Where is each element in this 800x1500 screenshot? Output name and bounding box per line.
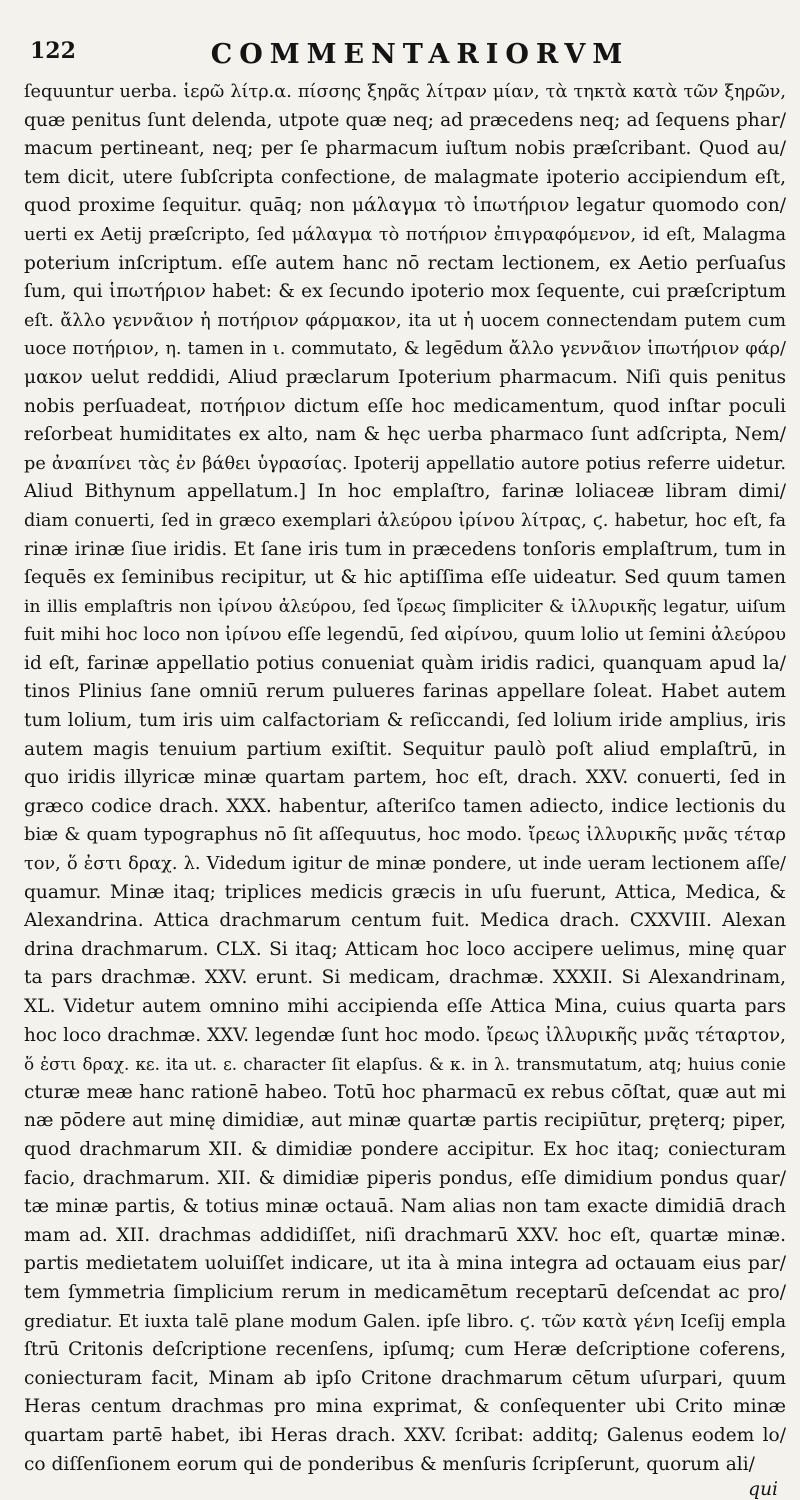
text-line: rinæ irinæ ſiue iridis. Et ſane iris tum in præcedens tonſoris emplaſtrum, tum in <box>24 538 786 560</box>
text-line: in illis emplaſtris non ἰρίνου ἀλεύρου, ſed ἴρεως ſimpliciter & ἰλλυρικῆς legatur, uiſum <box>24 596 786 617</box>
text-line: τον, ὅ ἐστι δραχ. λ. Videdum igitur de minæ pondere, ut inde ueram lectionem aſſe/ <box>24 854 786 875</box>
text-line: quartam partē habet, ibi Heras drach. XXV. ſcribat: additq; Galenus eodem lo/ <box>24 1424 786 1446</box>
text-line: tem dicit, utere ſubſcripta confectione, de malagmate ipoterio accipiendum eſt, <box>24 166 786 188</box>
text-line: tum lolium, tum iris uim calfactoriam & reſiccandi, ſed lolium iride amplius, iris <box>24 710 786 732</box>
text-line: uerti ex Aetij præſcripto, ſed μάλαγμα τὸ ποτήριον ἐπιγραφόμενον, id eſt, Malagma <box>24 224 786 245</box>
text-line: tinos Plinius ſane omniū rerum pulueres farinas appellare ſoleat. Habet autem <box>24 681 786 703</box>
text-line: quamur. Minæ itaq; triplices medicis græcis in uſu fuerunt, Attica, Medica, & <box>24 881 786 903</box>
page-number: 122 <box>30 38 76 64</box>
text-body <box>24 78 786 1479</box>
text-line: pe ἀναπίνει τὰς ἐν βάθει ὑγρασίας. Ipoterij appellatio autore potius referre uidetur. <box>24 453 786 474</box>
text-line: reſorbeat humiditates ex alto, nam & hęc uerba pharmaco ſunt adſcripta, Nem/ <box>24 424 786 446</box>
text-line: quod proxime ſequitur. quāq; non μάλαγμα τὸ ἱπωτήριον legatur quomodo con/ <box>24 195 786 217</box>
text-line: autem magis tenuium partium exiſtit. Sequitur paulò poſt aliud emplaſtrū, in <box>24 738 786 760</box>
text-line: Aliud Bithynum appellatum.] In hoc emplaſtro, farinæ loliaceæ libram dimi/ <box>24 481 786 503</box>
text-line: macum pertineant, neq; per ſe pharmacum iuſtum nobis præſcribant. Quod au/ <box>24 138 786 160</box>
text-line: tæ minæ partis, & totius minæ octauā. Nam alias non tam exacte dimidiā drach <box>24 1196 786 1218</box>
text-line: facio, drachmarum. XII. & dimidiæ piperis pondus, eſſe dimidium pondus quar/ <box>24 1167 786 1189</box>
text-line: ſequuntur uerba. ἱερῶ λίτρ.α. πίσσης ξηρᾶς λίτραν μίαν, τὰ τηκτὰ κατὰ τῶν ξηρῶν, <box>24 82 786 102</box>
text-line: cturæ meæ hanc rationē habeo. Totū hoc pharmacū ex rebus cōſtat, quæ aut mi <box>24 1081 786 1103</box>
catchword: qui <box>748 1479 778 1500</box>
text-line: poterium inſcriptum. eſſe autem hanc nō rectam lectionem, ex Aetio perſuaſus <box>24 252 786 274</box>
text-line: ta pars drachmæ. XXV. erunt. Si medicam, drachmæ. XXXII. Si Alexandrinam, <box>24 967 786 989</box>
text-line: grediatur. Et iuxta talē plane modum Galen. ipſe libro. ϛ. τῶν κατὰ γένη Iceſij empla <box>24 1311 786 1332</box>
running-head: COMMENTARIORVM <box>210 39 630 70</box>
text-line: id eſt, farinæ appellatio potius conueniat quàm iridis radici, quanquam apud la/ <box>24 652 786 674</box>
text-line: ὅ ἐστι δραχ. κε. ita ut. ε. character ſit elapſus. & κ. in λ. transmutatum, atq; huius conie <box>24 1054 786 1075</box>
text-line: partis medietatem uoluiſſet indicare, ut ita à mina integra ad octauam eius par/ <box>24 1253 786 1275</box>
text-line: XL. Videtur autem omnino mihi accipienda eſſe Attica Mina, cuius quarta pars <box>24 996 786 1017</box>
text-line: quo iridis illyricæ minæ quartam partem, hoc eſt, drach. XXV. conuerti, ſed in <box>24 767 786 789</box>
text-line: fuit mihi hoc loco non ἰρίνου eſſe legendū, ſed αἰρίνου, quum lolio ut ſemini ἀλεύρου <box>24 625 786 646</box>
text-line: næ pōdere aut minę dimidiæ, aut minæ quartæ partis recipiūtur, pręterq; piper, <box>24 1110 786 1132</box>
text-line: co diſſenſionem eorum qui de ponderibus & menſuris ſcripſerunt, quorum ali/ <box>24 1453 755 1475</box>
text-line: drina drachmarum. CLX. Si itaq; Atticam hoc loco accipere uelimus, minę quar <box>24 938 786 960</box>
text-line: eſt. ἄλλο γεννᾶιον ἡ ποτήριον φάρμακον, ita ut ἡ uocem connectendam putem cum <box>24 310 786 331</box>
text-line: græco codice drach. XXX. habentur, aſteriſco tamen adiecto, indice lectionis du <box>24 795 786 817</box>
text-line: Heras centum drachmas pro mina exprimat, & conſequenter ubi Crito minæ <box>24 1396 786 1418</box>
text-line: quod drachmarum XII. & dimidiæ pondere accipitur. Ex hoc itaq; coniecturam <box>24 1138 786 1160</box>
text-line: diam conuerti, ſed in græco exemplari ἀλεύρου ἰρίνου λίτρας, ϛ. habetur, hoc eſt, fa <box>24 510 786 531</box>
text-line: uoce ποτήριον, η. tamen in ι. commutato, & legēdum ἄλλο γεννᾶιον ἱπωτήριον φάρ/ <box>24 339 786 360</box>
text-line: Alexandrina. Attica drachmarum centum fuit. Medica drach. CXXVIII. Alexan <box>24 910 786 932</box>
text-line: quæ penitus ſunt delenda, utpote quæ neq; ad præcedens neq; ad ſequens phar/ <box>24 109 786 131</box>
text-line: nobis perſuadeat, ποτήριον dictum eſſe hoc medicamentum, quod inſtar poculi <box>24 395 786 417</box>
text-line: coniecturam facit, Minam ab ipſo Critone drachmarum cētum uſurpari, quum <box>24 1367 786 1389</box>
text-line: tem ſymmetria ſimplicium rerum in medicamētum receptarū deſcendat ac pro/ <box>24 1281 786 1303</box>
text-line: hoc loco drachmæ. XXV. legendæ ſunt hoc modo. ἴρεως ἰλλυρικῆς μνᾶς τέταρτον, <box>24 1024 786 1046</box>
text-line: ſum, qui ἱπωτήριον habet: & ex ſecundo ipoterio mox ſequente, cui præſcriptum <box>24 281 786 303</box>
text-line: ſequēs ex ſeminibus recipitur, ut & hic aptiſſima eſſe uideatur. Sed quum tamen <box>24 567 786 589</box>
text-line: ſtrū Critonis deſcriptione recenſens, ipſumq; cum Heræ deſcriptione coferens, <box>24 1339 786 1361</box>
text-line: biæ & quam typographus nō ſit aſſequutus, hoc modo. ἴρεως ἰλλυρικῆς μνᾶς τέταρ <box>24 824 786 846</box>
text-line: mam ad. XII. drachmas addidiſſet, niſi drachmarū XXV. hoc eſt, quartæ minæ. <box>24 1224 786 1246</box>
text-line: μακον uelut reddidi, Aliud præclarum Ipoterium pharmacum. Niſi quis penitus <box>24 366 786 388</box>
